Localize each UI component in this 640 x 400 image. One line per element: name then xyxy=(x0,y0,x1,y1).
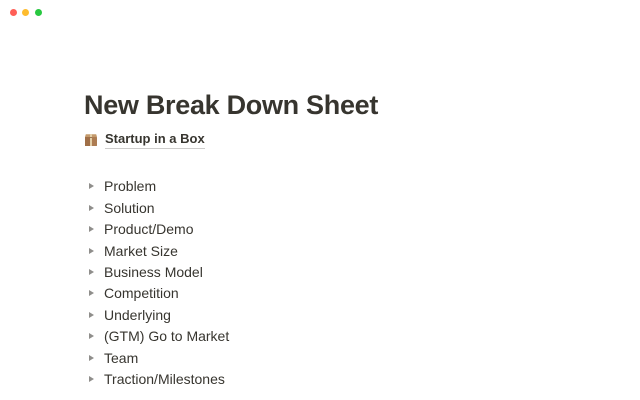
toggle-label[interactable]: Competition xyxy=(104,285,179,302)
toggle-label[interactable]: Traction/Milestones xyxy=(104,370,225,387)
toggle-list xyxy=(84,176,600,390)
toggle-block-problem xyxy=(84,176,600,197)
toggle-block-gtm xyxy=(84,325,600,346)
toggle-block-team xyxy=(84,347,600,368)
toggle-block-business-model xyxy=(84,261,600,282)
window-controls xyxy=(10,9,42,16)
toggle-expand-button[interactable] xyxy=(84,285,100,301)
toggle-label[interactable]: Underlying xyxy=(104,306,171,323)
triangle-right-icon xyxy=(89,333,94,339)
toggle-label[interactable]: Business Model xyxy=(104,264,203,280)
toggle-expand-button[interactable] xyxy=(84,328,100,344)
subpage-link[interactable] xyxy=(84,131,205,149)
triangle-right-icon xyxy=(89,290,94,296)
window-titlebar xyxy=(0,0,640,24)
triangle-right-icon xyxy=(89,312,94,318)
triangle-right-icon xyxy=(89,269,94,275)
toggle-expand-button[interactable] xyxy=(84,307,100,323)
toggle-block-traction-milestones xyxy=(84,368,600,389)
triangle-right-icon xyxy=(89,205,94,211)
toggle-label[interactable]: (GTM) Go to Market xyxy=(104,328,230,345)
toggle-block-product-demo xyxy=(84,219,600,240)
triangle-right-icon xyxy=(89,226,94,232)
toggle-block-underlying xyxy=(84,304,600,325)
triangle-right-icon xyxy=(89,248,94,254)
toggle-expand-button[interactable] xyxy=(84,243,100,259)
toggle-block-market-size xyxy=(84,240,600,261)
toggle-block-solution xyxy=(84,197,600,218)
package-icon xyxy=(84,133,98,147)
toggle-expand-button[interactable] xyxy=(84,264,100,280)
toggle-label[interactable]: Product/Demo xyxy=(104,221,194,238)
toggle-block-competition xyxy=(84,283,600,304)
triangle-right-icon xyxy=(89,183,94,189)
toggle-label[interactable]: Team xyxy=(104,349,139,366)
toggle-expand-button[interactable] xyxy=(84,178,100,194)
close-button[interactable] xyxy=(10,9,17,16)
subpage-link-label: Startup in a Box xyxy=(105,131,205,149)
zoom-button[interactable] xyxy=(35,9,42,16)
toggle-expand-button[interactable] xyxy=(84,350,100,366)
page-title[interactable]: New Break Down Sheet xyxy=(84,90,379,120)
toggle-label[interactable]: Problem xyxy=(104,178,157,195)
triangle-right-icon xyxy=(89,376,94,382)
minimize-button[interactable] xyxy=(22,9,29,16)
toggle-expand-button[interactable] xyxy=(84,371,100,387)
toggle-expand-button[interactable] xyxy=(84,221,100,237)
triangle-right-icon xyxy=(89,355,94,361)
toggle-expand-button[interactable] xyxy=(84,200,100,216)
toggle-label[interactable]: Market Size xyxy=(104,242,178,259)
toggle-label[interactable]: Solution xyxy=(104,199,155,216)
